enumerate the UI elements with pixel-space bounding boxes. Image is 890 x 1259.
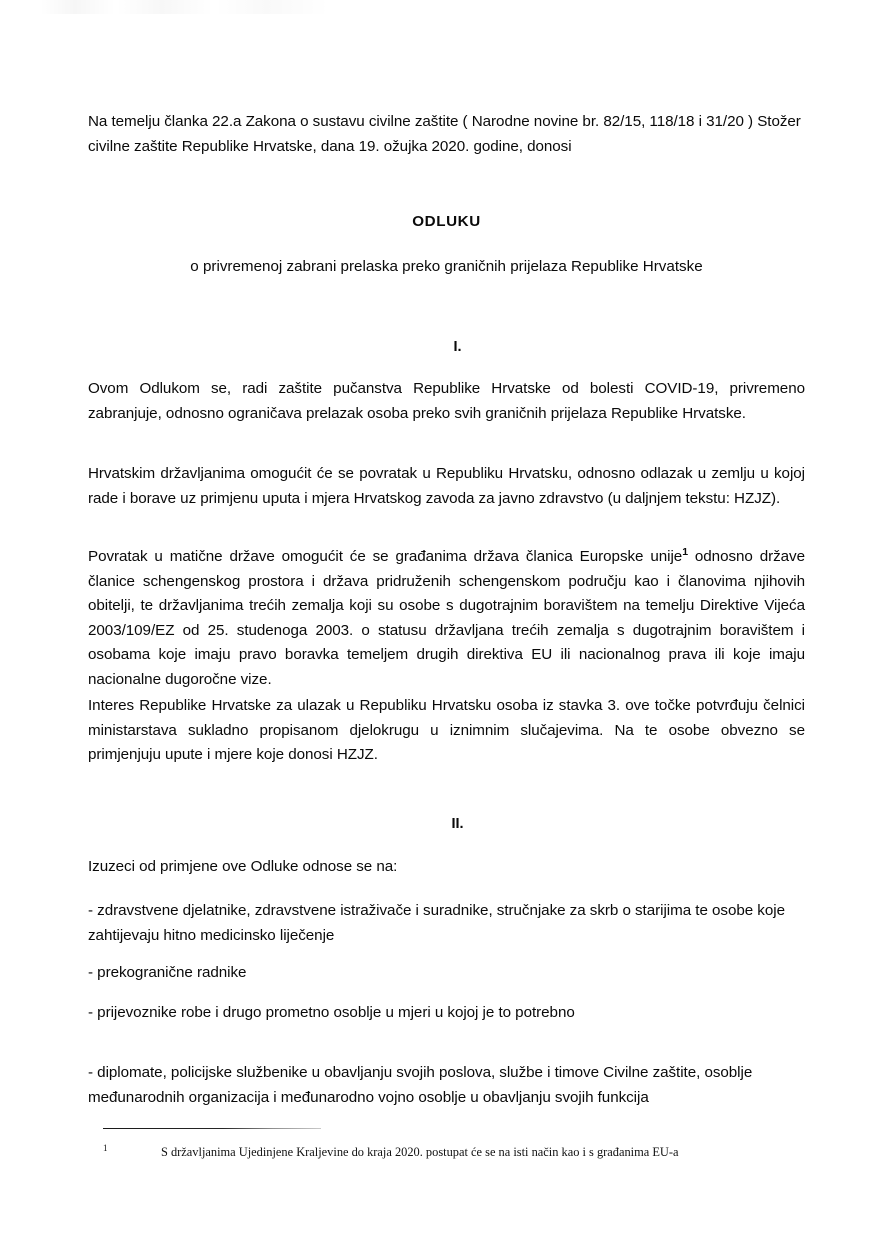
paragraph-text: Ovom Odlukom se, radi zaštite pučanstva Republike Hrvatske od bolesti COVID-19, privremeno zabranjuje, odnosno ograničava prelazak osoba preko svih graničnih prijelaza Republike Hrvatske. bbox=[88, 380, 805, 422]
exception-item-3 bbox=[88, 1001, 805, 1026]
paragraph-text: Hrvatskim državljanima omogućit će se povratak u Republiku Hrvatsku, odnosno odlazak u zemlju u kojoj rade i borave uz primjenu uputa i mjera Hrvatskog zavoda za javno zdravstvo (u daljnjem tekstu: HZJZ). bbox=[88, 465, 805, 507]
section-1-paragraph-1 bbox=[88, 377, 805, 426]
page-subtitle: o privremenoj zabrani prelaska preko graničnih prijelaza Republike Hrvatske bbox=[190, 258, 703, 275]
preamble-text: Na temelju članka 22.a Zakona o sustavu civilne zaštite ( Narodne novine br. 82/15, 118/18 i 31/20 ) Stožer civilne zaštite Republike Hrvatske, dana 19. ožujka 2020. godine, donosi bbox=[88, 113, 801, 155]
section-2-intro bbox=[88, 855, 805, 880]
paragraph-text: Interes Republike Hrvatske za ulazak u Republiku Hrvatsku osoba iz stavka 3. ove točke potvrđuju čelnici ministarstava sukladno propisanom djelokrugu u iznimnim slučajevima. Na te osobe obvezno se primjenjuju upute i mjere koje donosi HZJZ. bbox=[88, 697, 805, 764]
exception-item-4 bbox=[88, 1061, 805, 1110]
footnoted-text-after: odnosno države članice schengenskog prostora i država pridruženih schengenskom području kao i članovima njihovih obitelji, te državljanima trećih zemalja koji su osobe s dugotrajnim boravištem na temelju Direktive Vijeća 2003/109/EZ od 25. studenoga 2003. o statusu državljana trećih zemalja s dugotrajnim boravištem i osobama koje imaju pravo boravka temeljem drugih direktiva EU ili nacionalnog prava ili koje imaju nacionalne dugoročne vize. bbox=[88, 548, 805, 688]
page-title: ODLUKU bbox=[412, 213, 481, 230]
list-item: - zdravstvene djelatnike, zdravstvene istraživače i suradnike, stručnjake za skrb o starijima te osobe koje zahtijevaju hitno medicinsko liječenje bbox=[88, 902, 785, 944]
section-1-paragraph-2 bbox=[88, 462, 805, 511]
footnote-reference-marker: 1 bbox=[682, 545, 688, 558]
exception-item-2 bbox=[88, 961, 805, 986]
list-item: - diplomate, policijske službenike u obavljanju svojih poslova, službe i timove Civilne zaštite, osoblje međunarodnih organizacija i međunarodno vojno osoblje u obavljanju svojih funkcija bbox=[88, 1064, 753, 1106]
list-item: - prekogranične radnike bbox=[88, 964, 247, 981]
footnote-marker: 1 bbox=[103, 1143, 108, 1153]
footnote-text: S državljanima Ujedinjene Kraljevine do kraja 2020. postupat će se na isti način kao i s građanima EU-a bbox=[161, 1145, 679, 1160]
footnote bbox=[103, 1140, 805, 1160]
footnote-separator bbox=[103, 1128, 321, 1129]
section-1-paragraph-4 bbox=[88, 694, 805, 768]
paragraph-text bbox=[88, 545, 805, 693]
exception-item-1 bbox=[88, 899, 805, 948]
section-numeral-2: II. bbox=[451, 816, 464, 832]
section-1-paragraph-3-footnoted bbox=[88, 545, 805, 693]
list-item: - prijevoznike robe i drugo prometno osoblje u mjeri u kojoj je to potrebno bbox=[88, 1004, 575, 1021]
footnoted-text-before: Povratak u matične države omogućit će se građanima država članica Europske unije bbox=[88, 548, 683, 565]
scan-artifact bbox=[40, 0, 330, 14]
preamble-paragraph bbox=[88, 110, 805, 159]
intro-text: Izuzeci od primjene ove Odluke odnose se na: bbox=[88, 858, 398, 875]
section-numeral-1: I. bbox=[453, 339, 462, 355]
